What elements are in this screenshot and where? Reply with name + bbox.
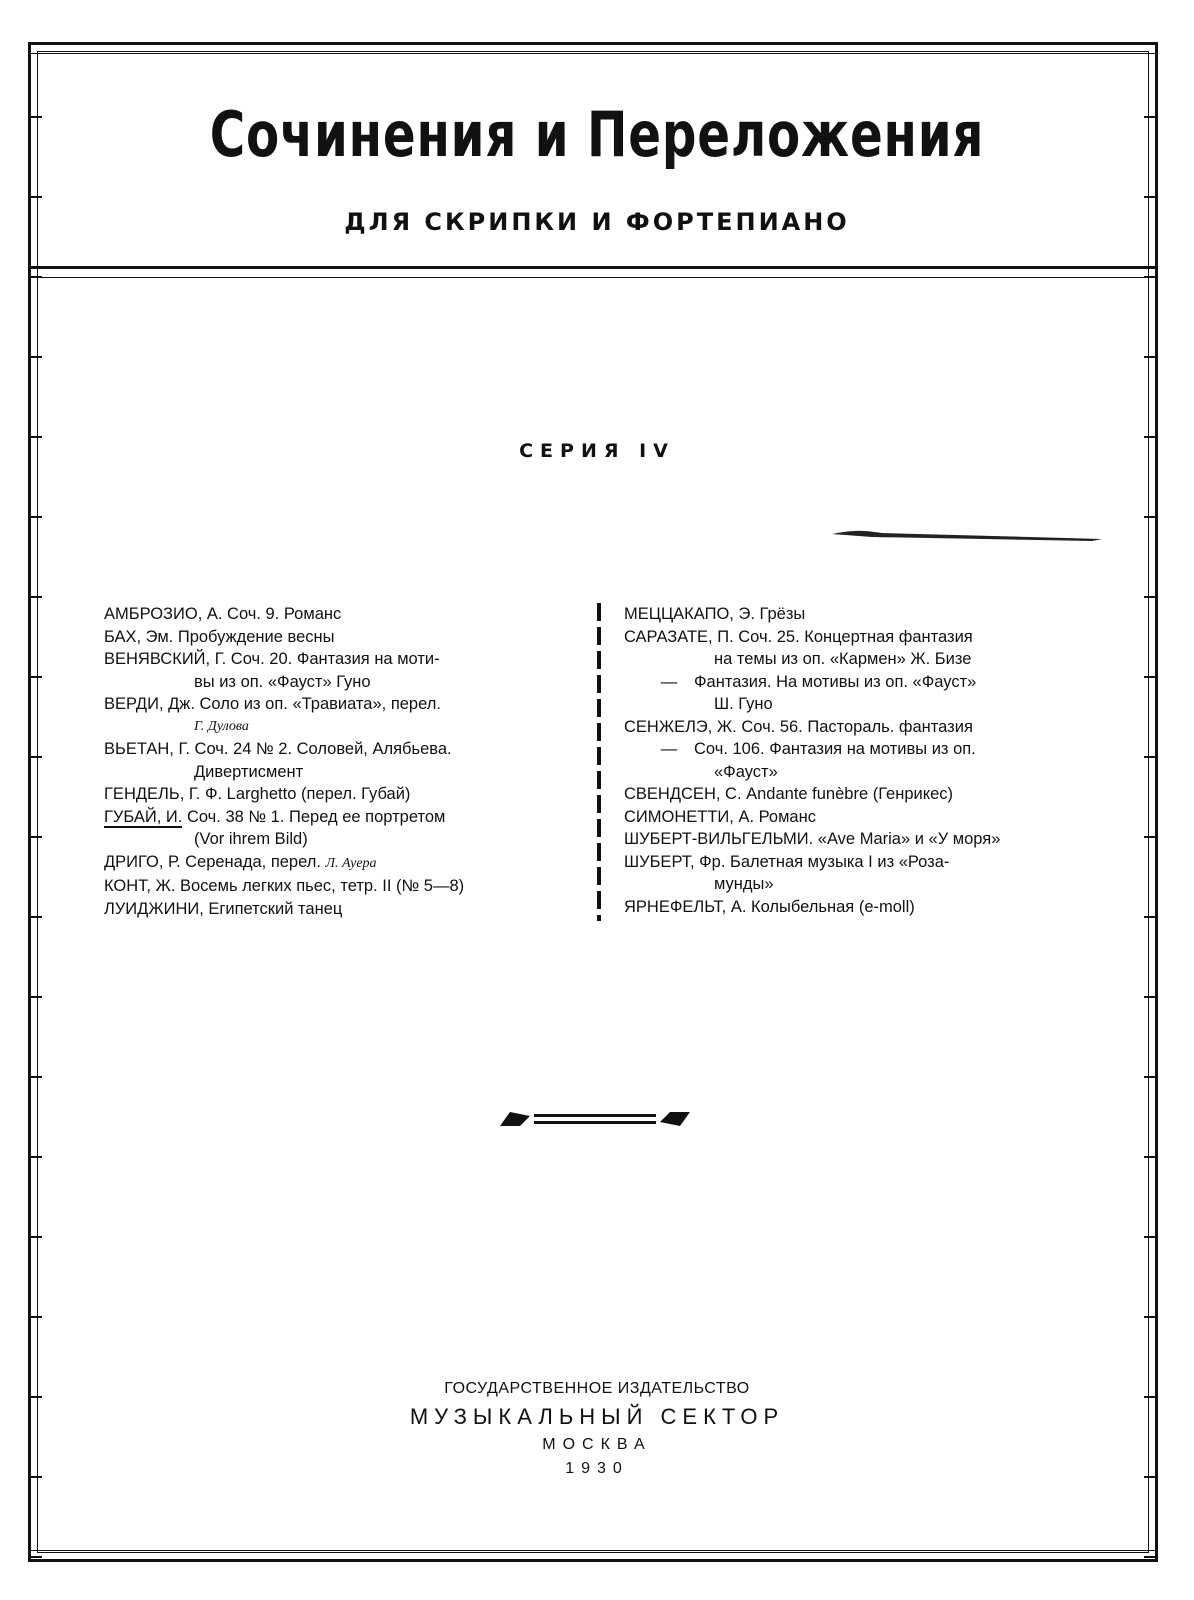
dash-mark: — bbox=[660, 740, 678, 758]
list-item: (Vor ihrem Bild) bbox=[194, 830, 308, 848]
publication-year: 1930 bbox=[565, 1460, 629, 1477]
works-list-right bbox=[624, 603, 1114, 918]
publisher-sector: МУЗЫКАЛЬНЫЙ СЕКТОР bbox=[409, 1404, 785, 1429]
dash-mark: — bbox=[660, 672, 678, 691]
list-item: мунды» bbox=[714, 875, 774, 893]
list-item: ВЬЕТАН, Г. Соч. 24 № 2. Соловей, Алябьева. bbox=[104, 740, 452, 758]
publisher-block bbox=[0, 1380, 1194, 1478]
list-item: Ш. Гуно bbox=[714, 695, 773, 713]
list-item: ВЕРДИ, Дж. Соло из оп. «Травиата», перел. bbox=[104, 695, 441, 713]
publisher-city: МОСКВА bbox=[542, 1436, 652, 1453]
frame-top-band bbox=[28, 42, 1158, 54]
list-item: КОНТ, Ж. Восемь легких пьес, тетр. II (№ 5—8) bbox=[104, 877, 465, 895]
works-list-left bbox=[104, 603, 584, 920]
ink-stroke-mark bbox=[832, 528, 1102, 542]
list-item-arranger: Г. Дулова bbox=[194, 718, 249, 734]
list-item: САРАЗАТЕ, П. Соч. 25. Концертная фантазия bbox=[624, 627, 973, 646]
list-item bbox=[104, 851, 584, 876]
arranger-handwritten: Л. Ауера bbox=[325, 855, 377, 871]
list-item: ЛУИДЖИНИ, Египетский танец bbox=[104, 899, 343, 918]
list-item bbox=[624, 671, 1114, 694]
work-title: ДРИГО, Р. Серенада, перел. bbox=[104, 852, 321, 871]
list-item: ЯРНЕФЕЛЬТ, А. Колыбельная (e-moll) bbox=[624, 897, 915, 916]
list-item bbox=[624, 738, 1114, 761]
work-title: Соч. 38 № 1. Перед ее портретом bbox=[182, 807, 446, 826]
composer-underlined: ГУБАЙ, И. bbox=[104, 807, 183, 826]
work-title: Соч. 106. Фантазия на мотивы из оп. bbox=[694, 740, 976, 758]
list-item: МЕЦЦАКАПО, Э. Грёзы bbox=[624, 605, 806, 623]
ornament-divider-icon bbox=[500, 1108, 690, 1130]
list-item: АМБРОЗИО, А. Соч. 9. Романс bbox=[104, 605, 342, 623]
column-divider bbox=[597, 603, 601, 921]
list-item: на темы из оп. «Кармен» Ж. Бизе bbox=[714, 650, 972, 668]
work-title: Фантазия. На мотивы из оп. «Фауст» bbox=[694, 672, 977, 691]
list-item: вы из оп. «Фауст» Гуно bbox=[194, 672, 371, 691]
series-label: СЕРИЯ IV bbox=[519, 440, 675, 462]
header-divider-band bbox=[28, 266, 1158, 278]
list-item: СЕНЖЕЛЭ, Ж. Соч. 56. Пастораль. фантазия bbox=[624, 717, 973, 736]
list-item: ШУБЕРТ-ВИЛЬГЕЛЬМИ. «Ave Maria» и «У моря» bbox=[624, 830, 1001, 848]
frame-bottom-band bbox=[28, 1550, 1158, 1562]
list-item: БАХ, Эм. Пробуждение весны bbox=[104, 627, 335, 646]
list-item: ГЕНДЕЛЬ, Г. Ф. Larghetto (перел. Губай) bbox=[104, 785, 411, 803]
list-item bbox=[104, 806, 584, 829]
list-item: СВЕНДСЕН, С. Andante funèbre (Генрикес) bbox=[624, 785, 954, 803]
page-title: Сочинения и Переложения bbox=[209, 98, 985, 171]
list-item: СИМОНЕТТИ, А. Романс bbox=[624, 807, 816, 826]
page-subtitle: ДЛЯ СКРИПКИ И ФОРТЕПИАНО bbox=[344, 208, 850, 236]
list-item: ШУБЕРТ, Фр. Балетная музыка I из «Роза- bbox=[624, 852, 950, 871]
list-item: «Фауст» bbox=[714, 762, 778, 781]
publisher-name: ГОСУДАРСТВЕННОЕ ИЗДАТЕЛЬСТВО bbox=[444, 1380, 750, 1397]
list-item: ВЕНЯВСКИЙ, Г. Соч. 20. Фантазия на моти- bbox=[104, 650, 440, 668]
list-item: Дивертисмент bbox=[194, 762, 304, 781]
